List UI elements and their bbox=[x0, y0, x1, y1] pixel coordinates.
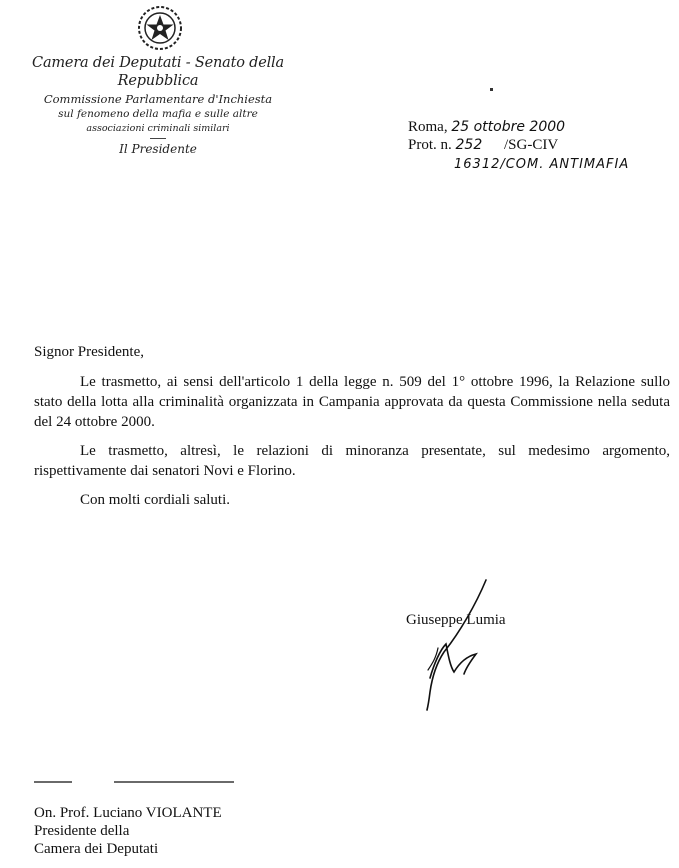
date-line bbox=[408, 118, 629, 136]
place-label: Roma, bbox=[408, 119, 448, 135]
letterhead-president-line: Il Presidente bbox=[119, 142, 197, 156]
letterhead-divider bbox=[150, 138, 166, 139]
protocol-number: 252 bbox=[455, 137, 483, 153]
recipient-title: Presidente della bbox=[34, 823, 130, 839]
signatory-name: Giuseppe Lumia bbox=[406, 612, 506, 628]
signature-rules bbox=[34, 774, 244, 784]
protocol-label: Prot. n. bbox=[408, 137, 452, 153]
reference-block bbox=[408, 118, 629, 174]
recipient-block bbox=[34, 804, 222, 858]
body-paragraph: Le trasmetto, altresì, le relazioni di minoranza presentate, sul medesimo argomento, rispettivamente dai senatori Novi e Florino. bbox=[34, 443, 670, 479]
letterhead bbox=[8, 54, 308, 157]
recipient-institution: Camera dei Deputati bbox=[34, 841, 159, 857]
body-paragraph: Le trasmetto, ai sensi dell'articolo 1 della legge n. 509 del 1° ottobre 1996, la Relazione sullo stato della lotta alla criminalità organizzata in Campania approvata da questa Commissione nella seduta del 24 ottobre 2000. bbox=[34, 374, 670, 430]
closing-line: Con molti cordiali saluti. bbox=[80, 492, 230, 508]
recipient-name: On. Prof. Luciano VIOLANTE bbox=[34, 805, 222, 821]
letterhead-subject-line: sul fenomeno della mafia e sulle altre bbox=[58, 108, 258, 120]
protocol-suffix: /SG-CIV bbox=[504, 137, 559, 153]
salutation: Signor Presidente, bbox=[34, 344, 144, 360]
handwritten-signature bbox=[410, 574, 490, 714]
protocol-stamp: 16312/COM. ANTIMAFIA bbox=[454, 157, 630, 172]
letter-body bbox=[34, 372, 670, 510]
letterhead-commission-line: Commissione Parlamentare d'Inchiesta bbox=[43, 92, 273, 106]
letterhead-subject-line-2: associazioni criminali similari bbox=[86, 123, 230, 134]
protocol-line bbox=[408, 136, 629, 154]
scan-speck bbox=[490, 88, 493, 91]
italian-republic-emblem-icon bbox=[136, 4, 184, 52]
handwritten-date: 25 ottobre 2000 bbox=[451, 119, 566, 135]
letterhead-chamber-line: Camera dei Deputati - Senato della Repubblica bbox=[32, 55, 284, 89]
